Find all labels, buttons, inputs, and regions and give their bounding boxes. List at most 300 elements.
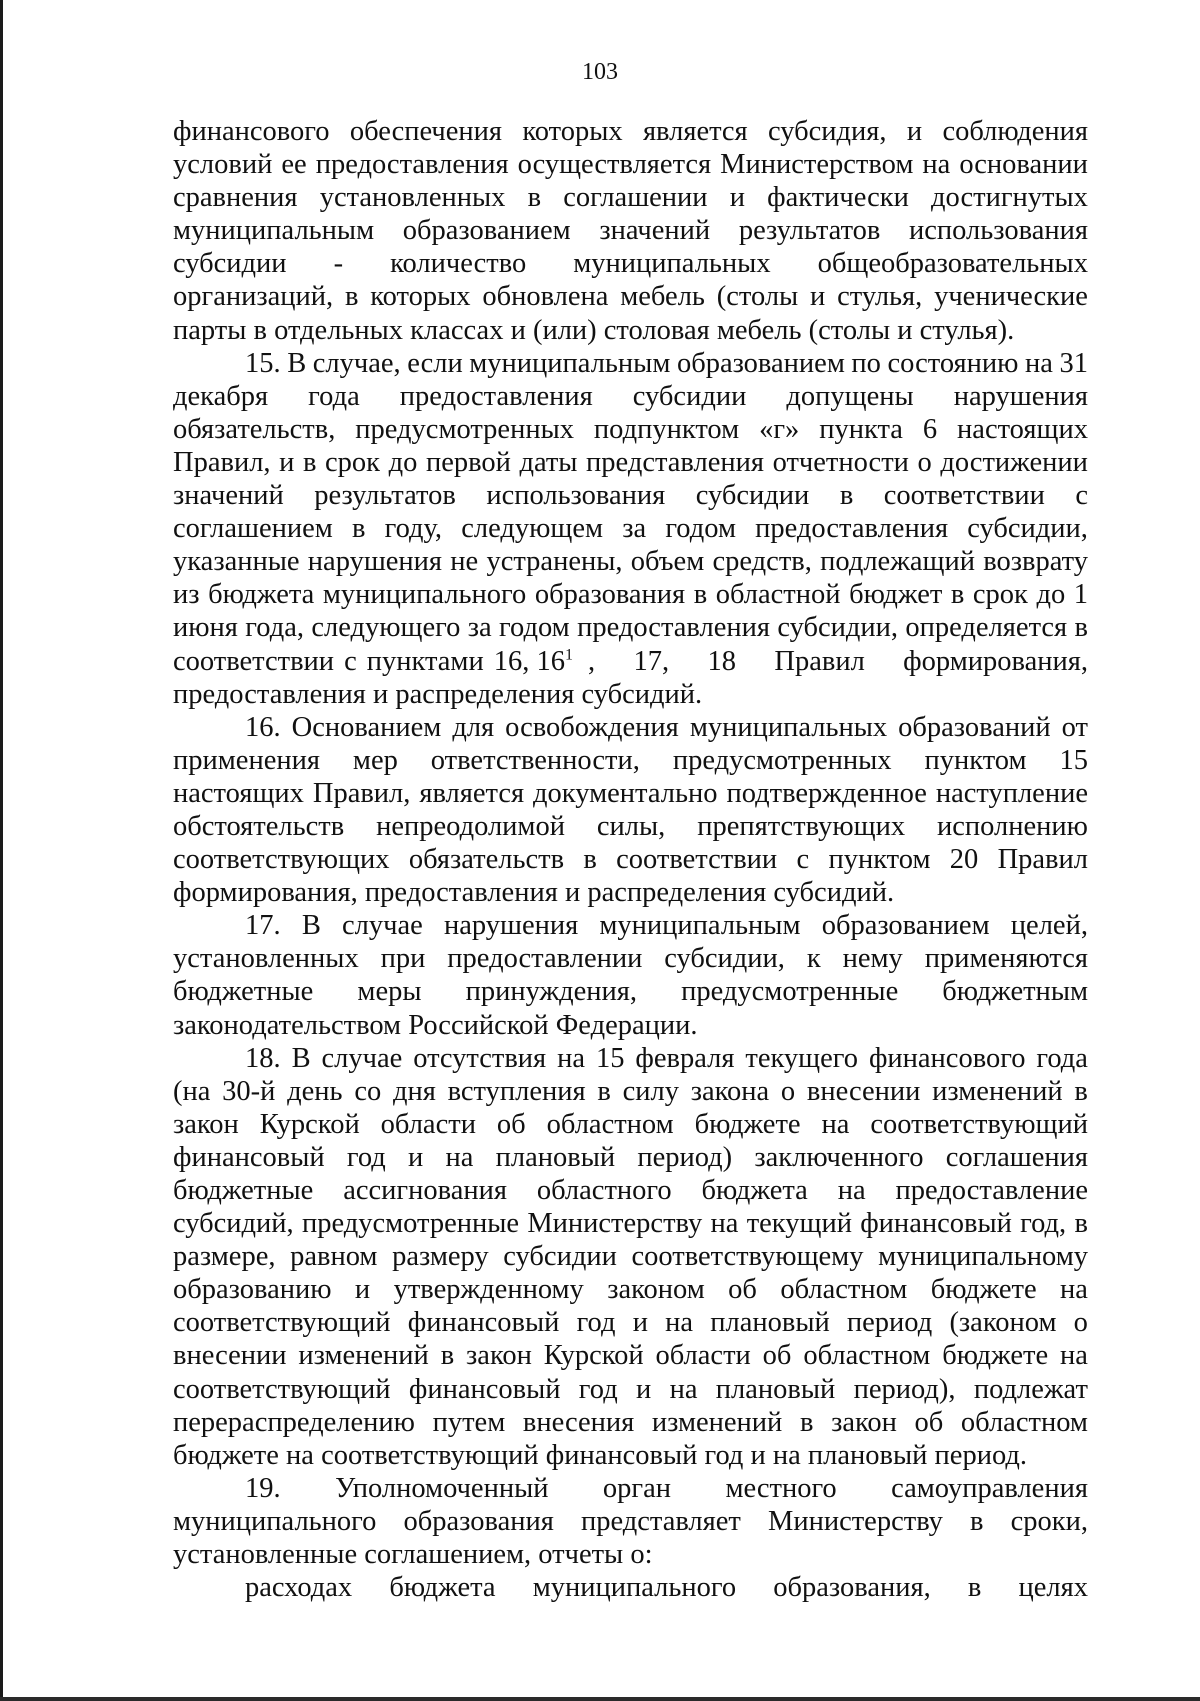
text-line — [173, 1339, 1088, 1372]
word: годом — [499, 612, 570, 644]
word: на — [922, 149, 951, 181]
word: 17. — [245, 910, 281, 942]
word: Министерству — [527, 1208, 703, 1240]
word: местного — [725, 1472, 837, 1504]
word: ученические — [934, 281, 1088, 313]
text-line — [173, 115, 1088, 148]
word: предоставлении — [447, 943, 643, 975]
word: (на — [173, 1075, 211, 1107]
word: областном — [780, 1274, 908, 1306]
word: пункта — [819, 413, 903, 445]
word: установленных — [319, 182, 506, 214]
word: целей, — [1010, 910, 1088, 942]
word: нему — [842, 943, 903, 975]
word: год — [346, 1141, 386, 1173]
word: соответствующий — [173, 1373, 391, 1405]
text-line — [173, 413, 1088, 446]
word: 18 — [707, 645, 736, 677]
word: не — [450, 546, 479, 578]
text-line: предоставления и распределения субсидий. — [173, 678, 703, 710]
word: дня — [392, 1075, 436, 1107]
word: муниципальных — [689, 711, 888, 743]
word: 18. — [245, 1042, 281, 1074]
word: (столы — [716, 281, 799, 313]
word: муниципальным — [599, 910, 801, 942]
text-line — [173, 512, 1088, 545]
word: утвержденному — [393, 1274, 584, 1306]
word: достигнутых — [931, 182, 1088, 214]
word: бюджетные — [173, 976, 314, 1008]
text-line: формирования, предоставления и распределения субсидий. — [173, 877, 895, 909]
word: муниципального — [173, 1505, 377, 1537]
text-line — [173, 942, 1088, 975]
word: и — [354, 1274, 371, 1306]
word: обновлена — [482, 281, 609, 313]
word: обеспечения — [349, 116, 503, 147]
word: принуждения, — [465, 976, 638, 1008]
word: закон — [831, 1406, 897, 1438]
text-line — [173, 247, 1088, 280]
word: предусмотренные — [301, 1208, 520, 1240]
word: допущены — [786, 380, 914, 412]
word: финансовый — [860, 1208, 1012, 1240]
word: состоянию — [887, 347, 1019, 379]
word: следующем — [461, 513, 604, 545]
word: в — [950, 579, 965, 611]
word: Правил — [774, 645, 865, 677]
word: с — [796, 844, 810, 876]
word: в — [693, 579, 708, 611]
word: объем — [630, 546, 705, 578]
word: год — [576, 1307, 616, 1339]
word: предоставление — [895, 1175, 1088, 1206]
word: использования — [909, 215, 1088, 247]
paragraph-19-start — [173, 1472, 1088, 1505]
word: устранены, — [486, 546, 623, 578]
word: муниципального — [532, 1572, 737, 1604]
scan-border-left — [0, 0, 3, 1701]
word: областном — [546, 1108, 674, 1140]
text-line — [173, 181, 1088, 214]
word: предоставления — [399, 380, 593, 412]
text-line — [173, 1108, 1088, 1141]
word: Курской — [543, 1340, 644, 1372]
word: обстоятельств — [173, 810, 345, 842]
text-line — [173, 1505, 1088, 1538]
word: и — [408, 1141, 424, 1173]
text-line — [173, 975, 1088, 1008]
word: областном — [803, 1340, 931, 1372]
word: области — [655, 1340, 751, 1372]
word: финансовый — [173, 1141, 325, 1173]
word: заключенного — [754, 1141, 924, 1173]
word: Министерству — [767, 1505, 943, 1537]
word: ее — [281, 149, 307, 181]
word: внесении — [806, 1075, 921, 1107]
word: года, — [245, 612, 304, 644]
text-line — [173, 1240, 1088, 1273]
text-line — [173, 380, 1088, 413]
word: муниципальным — [469, 347, 671, 379]
word: 6 — [922, 413, 938, 445]
word: отчетности — [772, 446, 909, 478]
word: непреодолимой — [376, 810, 565, 842]
word: предусмотренных — [672, 744, 892, 776]
word: в — [1074, 1208, 1088, 1240]
word: в — [344, 281, 359, 313]
word: 17, — [633, 645, 670, 677]
word: - — [333, 248, 344, 280]
text-line — [173, 1406, 1088, 1439]
word: субсидий, — [173, 1208, 294, 1240]
text-line — [173, 810, 1088, 843]
word: 15. — [245, 347, 281, 379]
word: год — [578, 1373, 618, 1405]
word: которых — [522, 116, 623, 147]
word: в — [799, 1406, 814, 1438]
word: обязательств — [408, 844, 565, 876]
word: на — [710, 1208, 739, 1240]
word: количество — [390, 248, 527, 280]
word: общеобразовательных — [817, 248, 1088, 280]
word: представляет — [580, 1505, 741, 1537]
word: декабря — [173, 380, 269, 412]
word: образования — [403, 1505, 554, 1537]
word: сравнения — [173, 182, 298, 214]
word: в — [1074, 1075, 1088, 1107]
word: образования — [534, 579, 686, 611]
word: субсидии — [695, 480, 810, 512]
text-line — [173, 1306, 1088, 1339]
scan-border-bottom — [0, 1697, 1200, 1701]
word: февраля — [635, 1042, 735, 1074]
word: о — [917, 446, 932, 478]
word: подлежащий — [820, 546, 975, 578]
word: освобождения — [505, 711, 679, 743]
word: бюджетным — [942, 976, 1088, 1008]
word: и — [906, 116, 923, 147]
word: Курской — [259, 1108, 360, 1140]
word: плановый — [715, 1373, 836, 1405]
word: применения — [173, 744, 320, 776]
word: путем — [432, 1406, 506, 1438]
word: документально — [533, 777, 718, 809]
word: предусмотренные — [681, 976, 899, 1008]
word: в — [527, 182, 542, 214]
word: обязательств, — [173, 413, 336, 445]
word: день — [287, 1075, 343, 1107]
word: в — [839, 480, 854, 512]
word: на — [1060, 1274, 1088, 1306]
word: организаций, — [173, 281, 334, 313]
word: стулья, — [837, 281, 923, 313]
word: предоставления — [577, 612, 770, 644]
word: даты — [519, 446, 578, 478]
word: при — [380, 943, 426, 975]
word: годом — [665, 513, 736, 545]
word: Правил, — [173, 446, 271, 478]
word: «г» — [759, 413, 800, 445]
text-line: законодательством Российской Федерации. — [173, 1009, 698, 1041]
word: внесения — [522, 1406, 635, 1438]
word: фактически — [767, 182, 909, 214]
word: результатов — [314, 480, 456, 512]
word: до — [1036, 579, 1066, 611]
word: значений — [599, 215, 711, 247]
word: если — [407, 347, 463, 379]
word: Основанием — [291, 711, 442, 743]
text-line — [173, 479, 1088, 512]
footnote-superscript: 1 — [564, 646, 573, 663]
text-line — [173, 1207, 1088, 1240]
text-line — [173, 1174, 1088, 1207]
word: соответствующий — [870, 1108, 1088, 1140]
word: и — [729, 182, 745, 214]
paragraph-17-start — [173, 909, 1088, 942]
word: следующего — [311, 612, 461, 644]
word: равном — [290, 1241, 378, 1273]
text-line — [173, 214, 1088, 247]
word: внесении — [173, 1340, 287, 1372]
word: нарушения — [443, 910, 579, 942]
word: в — [970, 1505, 984, 1537]
word: наступление — [935, 777, 1088, 809]
word: муниципального — [322, 579, 527, 611]
word: 19. — [245, 1472, 281, 1504]
text-line-with-superscript — [173, 645, 1088, 678]
word: финансового — [173, 116, 330, 147]
word: к — [806, 943, 821, 975]
word: пунктами — [366, 645, 484, 677]
word: со — [354, 1075, 382, 1107]
text-line: бюджете на соответствующий финансовый год и на плановый период. — [173, 1439, 1027, 1471]
word: Правил — [997, 844, 1088, 876]
word: представления — [586, 446, 764, 478]
word: соглашении — [563, 182, 708, 214]
line-part-after — [588, 645, 1088, 678]
word: соответствующих — [173, 844, 390, 876]
word: областном — [960, 1406, 1088, 1438]
word: соответствии — [616, 844, 778, 876]
word: законом — [607, 1274, 705, 1306]
word: областного — [536, 1175, 672, 1206]
word: В — [287, 347, 307, 379]
text-line — [173, 280, 1088, 313]
word: Уполномоченный — [335, 1472, 549, 1504]
word: В — [301, 910, 321, 942]
word: о — [780, 1075, 796, 1107]
word: средств, — [712, 546, 812, 578]
word: года — [308, 380, 360, 412]
text-line: парты в отдельных классах и (или) столовая мебель (столы и стулья). — [173, 314, 1015, 346]
paragraph-16-start — [173, 711, 1088, 744]
word: предоставления — [315, 149, 509, 181]
text-line — [173, 545, 1088, 578]
word: в — [597, 1075, 611, 1107]
word: и — [810, 281, 826, 313]
word: о — [1073, 1307, 1088, 1339]
word: текущий — [746, 1208, 852, 1240]
word: 15 — [595, 1042, 625, 1074]
word: образованием — [402, 215, 571, 247]
word: и — [636, 1373, 652, 1405]
word: в — [583, 844, 597, 876]
word: период — [846, 1307, 933, 1339]
word: закона — [690, 1075, 770, 1107]
word: 30-й — [222, 1075, 276, 1107]
word: на — [445, 1141, 474, 1173]
word: использования — [486, 480, 666, 512]
page-number: 103 — [582, 59, 618, 85]
word: указанные — [173, 546, 300, 578]
word: орган — [602, 1472, 672, 1504]
word: подтвержденное — [726, 777, 927, 809]
word: муниципальных — [573, 248, 771, 280]
word: на — [1025, 347, 1053, 379]
word: муниципальному — [878, 1241, 1088, 1273]
word: самоуправления — [891, 1472, 1088, 1504]
word: образованием — [676, 347, 845, 379]
word: об — [496, 1108, 526, 1140]
text-line — [173, 1273, 1088, 1306]
paragraph-15-start — [173, 347, 1088, 380]
word: образованием — [821, 910, 990, 942]
word: субсидии, — [664, 943, 785, 975]
word: осуществляется — [517, 149, 712, 181]
word: 31 — [1059, 347, 1088, 379]
word: образованию — [173, 1274, 332, 1306]
word: период), — [853, 1373, 956, 1405]
word: за — [622, 513, 647, 545]
text-line — [173, 1141, 1088, 1174]
word: препятствующих — [697, 810, 906, 842]
word: соответствии — [173, 645, 335, 677]
word: муниципальным — [173, 215, 375, 247]
word: текущего — [745, 1042, 858, 1074]
word: в — [1074, 612, 1088, 644]
word: значений — [173, 480, 284, 512]
word: субсидии — [632, 380, 747, 412]
text-line — [173, 578, 1088, 611]
word: установленных — [173, 943, 359, 975]
word: предоставления — [755, 513, 949, 545]
word: бюджете — [942, 1340, 1049, 1372]
word: об — [728, 1274, 757, 1306]
word: до — [388, 446, 418, 478]
line-part-before — [173, 645, 573, 678]
word: от — [1061, 711, 1088, 743]
word: соответствии — [883, 480, 1045, 512]
word: и — [279, 446, 295, 478]
word: изменений — [298, 1340, 429, 1372]
word: 20 — [949, 844, 979, 876]
word: области — [380, 1108, 476, 1140]
text-line — [173, 1075, 1088, 1108]
word: изменений — [932, 1075, 1063, 1107]
word: отсутствия — [413, 1042, 547, 1074]
word: является — [642, 116, 748, 147]
word: размере, — [173, 1241, 276, 1273]
paragraph-18-start — [173, 1042, 1088, 1075]
word: с — [344, 645, 357, 677]
word: Министерством — [720, 149, 914, 181]
word: , — [588, 645, 596, 677]
word: финансовый — [407, 1307, 560, 1339]
word: на — [557, 1042, 585, 1074]
word: настоящих — [173, 777, 304, 809]
word: бюджете — [694, 1108, 801, 1140]
word: в — [351, 513, 366, 545]
text-line — [173, 446, 1088, 479]
word: пунктом — [828, 844, 931, 876]
word: субсидия, — [768, 116, 887, 147]
word: бюджетные — [173, 1175, 314, 1206]
word: бюджет — [849, 579, 943, 611]
word: исполнению — [937, 810, 1088, 842]
word: определяется — [905, 612, 1068, 644]
word: целях — [1018, 1572, 1088, 1604]
word: Правил, — [312, 777, 411, 809]
word: с — [1075, 480, 1088, 512]
word: плановый — [495, 1141, 616, 1173]
word: ассигнования — [343, 1175, 507, 1206]
word: пунктом — [924, 744, 1027, 776]
word: закон — [466, 1340, 532, 1372]
word: финансового — [868, 1042, 1026, 1074]
text-line: установленные соглашением, отчеты о: — [173, 1539, 653, 1571]
word: нарушения — [307, 546, 443, 578]
word: результатов — [738, 215, 881, 247]
word: применяются — [924, 943, 1088, 975]
word: для — [452, 711, 495, 743]
text-line — [173, 777, 1088, 810]
word: В — [291, 1042, 311, 1074]
word: предусмотренных — [355, 413, 574, 445]
word: мебель — [620, 281, 705, 313]
word: возврату — [983, 546, 1088, 578]
word: бюджета — [701, 1175, 808, 1206]
word: случае — [321, 1042, 403, 1074]
word: на — [665, 1307, 694, 1339]
word: вступления — [447, 1075, 586, 1107]
word: образований — [898, 711, 1051, 743]
word: закон — [173, 1108, 239, 1140]
word: в — [440, 1340, 455, 1372]
word: размеру — [392, 1241, 489, 1273]
word: изменений — [651, 1406, 783, 1438]
word: (законом — [949, 1307, 1057, 1339]
word: срок — [972, 579, 1028, 611]
word: год, — [1020, 1208, 1067, 1240]
word: на — [1060, 1340, 1088, 1372]
text-line — [173, 1373, 1088, 1406]
word: основании — [959, 149, 1088, 181]
word: случае — [342, 910, 423, 942]
word: на — [821, 1108, 850, 1140]
word: из — [173, 579, 200, 611]
word: нарушения — [953, 380, 1088, 412]
word: достижении — [940, 446, 1088, 478]
word: на — [837, 1175, 866, 1206]
word: первой — [425, 446, 511, 478]
word: силы, — [596, 810, 666, 842]
word: в — [302, 446, 317, 478]
word: является — [419, 777, 525, 809]
word: случае, — [312, 347, 401, 379]
word: по — [851, 347, 881, 379]
document-body — [173, 115, 1088, 1604]
word: субсидии, — [967, 513, 1088, 545]
